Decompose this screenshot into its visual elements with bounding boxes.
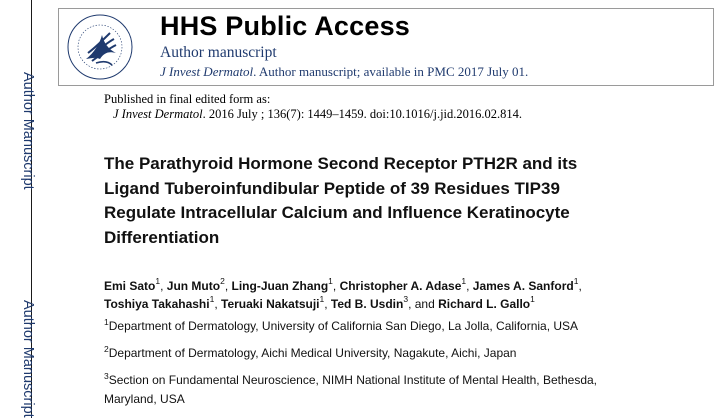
author-affiliation-mark: 1 bbox=[461, 276, 467, 286]
author-separator: , and bbox=[408, 296, 439, 311]
affiliation-text: Section on Fundamental Neuroscience, NIMH National Institute of Mental Health, Bethesda, bbox=[108, 373, 597, 387]
author-separator: , bbox=[160, 279, 167, 293]
published-journal: J Invest Dermatol bbox=[113, 107, 203, 121]
author-affiliation-mark: 1 bbox=[328, 276, 333, 286]
author-list bbox=[104, 278, 582, 313]
author-name: James A. Sanford bbox=[472, 279, 574, 293]
author-affiliation-mark: 1 bbox=[573, 276, 579, 286]
author-name: Teruaki Nakatsuji bbox=[221, 296, 320, 311]
author-separator: , bbox=[578, 279, 582, 293]
author-name: Emi Sato bbox=[104, 279, 156, 293]
author-affiliation-mark: 1 bbox=[319, 293, 325, 304]
sidebar-label-bottom: Author Manuscript bbox=[20, 300, 36, 418]
author-affiliation-mark: 1 bbox=[209, 293, 215, 304]
author-affiliation-mark: 2 bbox=[220, 276, 225, 286]
author-name: Jun Muto bbox=[166, 279, 221, 293]
hhs-eagle-seal-icon bbox=[66, 13, 134, 81]
header-journal: J Invest Dermatol bbox=[160, 64, 254, 79]
published-label: Published in final edited form as: bbox=[104, 92, 271, 106]
author-line bbox=[104, 293, 582, 314]
article-title-line: Ligand Tuberoinfundibular Peptide of 39 Residues TIP39 bbox=[104, 178, 560, 198]
author-separator: , bbox=[466, 279, 473, 293]
published-citation bbox=[113, 107, 522, 122]
affiliation-text: Department of Dermatology, Aichi Medical University, Nagakute, Aichi, Japan bbox=[108, 346, 517, 360]
article-title-line: The Parathyroid Hormone Second Receptor PTH2R and its bbox=[104, 154, 578, 173]
affiliation-mark: 3 bbox=[104, 371, 109, 381]
header-title: HHS Public Access bbox=[160, 11, 410, 41]
author-separator: , bbox=[224, 279, 232, 293]
author-affiliation-mark: 1 bbox=[530, 293, 535, 304]
author-name: Christopher A. Adase bbox=[339, 279, 462, 293]
author-affiliation-mark: 1 bbox=[155, 276, 161, 286]
header-citation-rest: . Author manuscript; available in PMC 2017 July 01. bbox=[253, 64, 529, 79]
author-separator: , bbox=[324, 296, 331, 311]
author-affiliation-mark: 3 bbox=[403, 293, 409, 304]
author-separator: , bbox=[214, 296, 221, 311]
sidebar-label-top: Author Manuscript bbox=[20, 72, 36, 190]
article-title bbox=[104, 152, 664, 250]
author-name: Ling-Juan Zhang bbox=[231, 279, 329, 293]
author-separator: , bbox=[332, 279, 340, 293]
author-line bbox=[104, 278, 582, 296]
affiliation-mark: 1 bbox=[104, 317, 109, 327]
affiliation-text-cont: Maryland, USA bbox=[104, 392, 185, 406]
author-name: Ted B. Usdin bbox=[330, 296, 404, 311]
article-title-line: Regulate Intracellular Calcium and Influence Keratinocyte bbox=[104, 203, 570, 222]
author-name: Toshiya Takahashi bbox=[104, 296, 210, 311]
affiliation-mark: 2 bbox=[104, 344, 109, 354]
affiliation-1 bbox=[104, 317, 578, 336]
published-details: . 2016 July ; 136(7): 1449–1459. doi:10.1016/j.jid.2016.02.814. bbox=[202, 107, 523, 121]
affiliation-text: Department of Dermatology, University of California San Diego, La Jolla, California, USA bbox=[108, 319, 579, 333]
article-title-line: Differentiation bbox=[104, 227, 220, 247]
affiliation-2 bbox=[104, 344, 516, 363]
affiliation-3 bbox=[104, 371, 597, 409]
author-name: Richard L. Gallo bbox=[438, 296, 531, 311]
header-citation bbox=[160, 64, 528, 80]
header-subtitle: Author manuscript bbox=[160, 44, 277, 61]
